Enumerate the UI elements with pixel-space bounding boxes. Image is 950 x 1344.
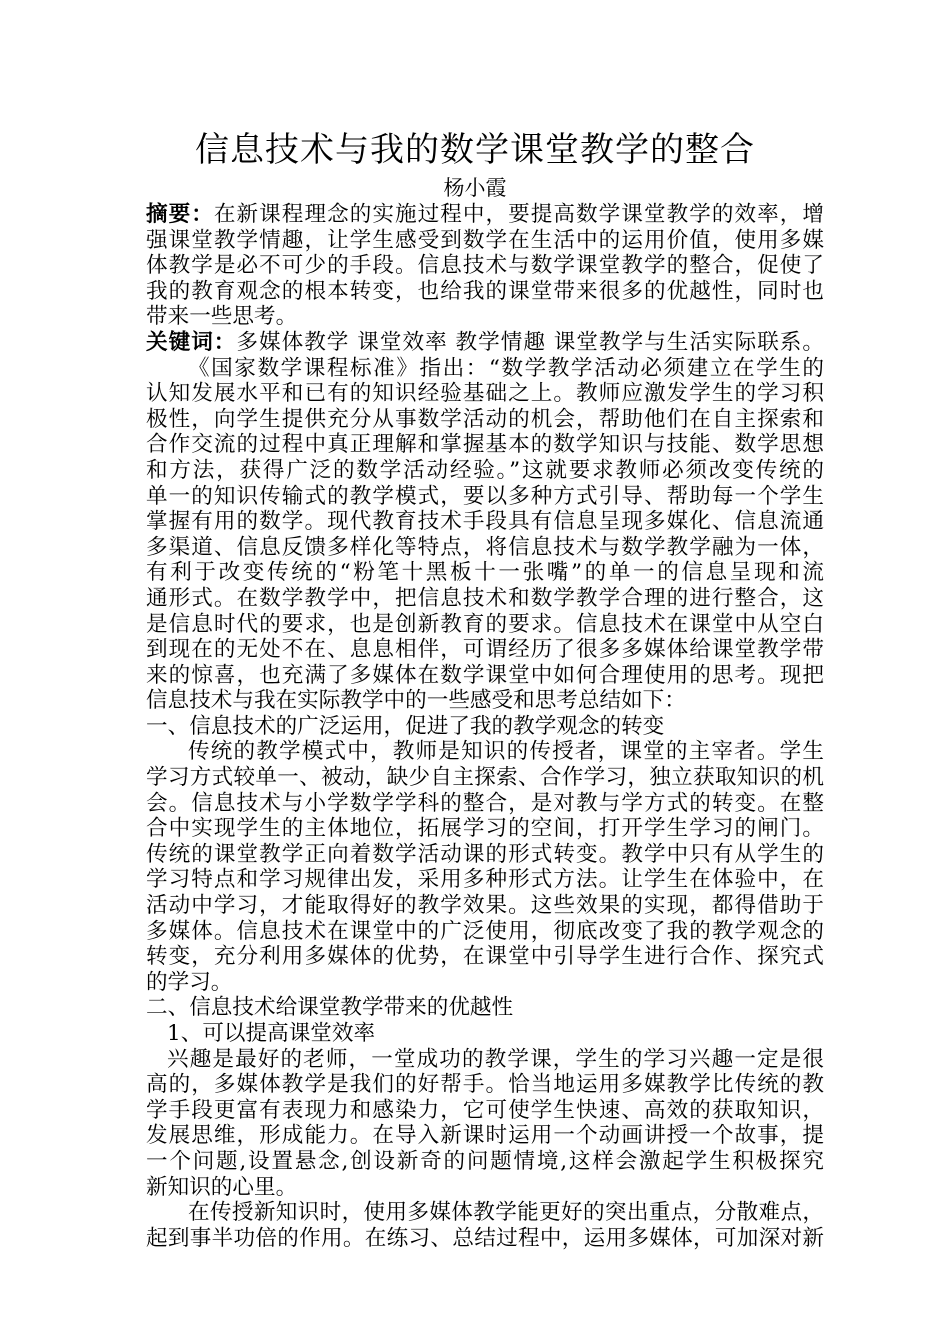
document-body: [146, 202, 824, 1251]
text-line: 有利于改变传统的“粉笔十黑板十一张嘴”的单一的信息呈现和流: [146, 560, 824, 586]
text-line: 多媒体。信息技术在课堂中的广泛使用，彻底改变了我的教学观念的: [146, 918, 824, 944]
text-line: 强课堂教学情趣，让学生感受到数学在生活中的运用价值，使用多媒: [146, 227, 824, 253]
text-line: 体教学是必不可少的手段。信息技术与数学课堂教学的整合，促使了: [146, 253, 824, 279]
text-line: 新知识的心里。: [146, 1174, 298, 1200]
text-line: 多渠道、信息反馈多样化等特点，将信息技术与数学教学融为一体，: [146, 534, 824, 560]
text-line: 我的教育观念的根本转变，也给我的课堂带来很多的优越性，同时也: [146, 278, 824, 304]
text-line: 关键词：多媒体教学 课堂效率 教学情趣 课堂教学与生活实际联系。: [146, 329, 824, 355]
document-title: 信息技术与我的数学课堂教学的整合: [195, 130, 755, 170]
text-line: 掌握有用的数学。现代教育技术手段具有信息呈现多媒化、信息流通: [146, 509, 824, 535]
text-line: 高的，多媒体教学是我们的好帮手。恰当地运用多媒教学比传统的教: [146, 1072, 824, 1098]
text-line: 二、信息技术给课堂教学带来的优越性: [146, 995, 514, 1021]
text-line: 兴趣是最好的老师，一堂成功的教学课，学生的学习兴趣一定是很: [167, 1046, 824, 1072]
text-line: 活动中学习，才能取得好的教学效果。这些效果的实现，都得借助于: [146, 893, 824, 919]
text-line: 极性，向学生提供充分从事数学活动的机会，帮助他们在自主探索和: [146, 406, 824, 432]
text-line: 传统的教学模式中，教师是知识的传授者，课堂的主宰者。学生: [188, 739, 824, 765]
text-line: 来的惊喜，也充满了多媒体在数学课堂中如何合理使用的思考。现把: [146, 662, 824, 688]
text-line: 学手段更富有表现力和感染力，它可使学生快速、高效的获取知识，: [146, 1097, 824, 1123]
text-line: 发展思维，形成能力。在导入新课时运用一个动画讲授一个故事，提: [146, 1123, 824, 1149]
text-line: 《国家数学课程标准》指出：“数学教学活动必须建立在学生的: [188, 355, 824, 381]
bold-label: 摘要：: [146, 202, 214, 227]
text-line: 通形式。在数学教学中，把信息技术和数学教学合理的进行整合，这: [146, 585, 824, 611]
text-line: 到现在的无处不在、息息相伴，可谓经历了很多多媒体给课堂教学带: [146, 637, 824, 663]
text-line: 摘要：在新课程理念的实施过程中，要提高数学课堂教学的效率，增: [146, 202, 824, 227]
text-line: 1、可以提高课堂效率: [167, 1021, 376, 1046]
text-line: 的学习。: [146, 969, 233, 995]
text-line: 转变，充分利用多媒体的优势，在课堂中引导学生进行合作、探究式: [146, 944, 824, 970]
text-line: 传统的课堂教学正向着数学活动课的形式转变。教学中只有从学生的: [146, 841, 824, 867]
text-line: 是信息时代的要求，也是创新教育的要求。信息技术在课堂中从空白: [146, 611, 824, 637]
text-line: 学习方式较单一、被动，缺少自主探索、合作学习，独立获取知识的机: [146, 765, 824, 791]
text-line: 单一的知识传输式的教学模式，要以多种方式引导、帮助每一个学生: [146, 483, 824, 509]
text-line: 会。信息技术与小学数学学科的整合，是对教与学方式的转变。在整: [146, 790, 824, 816]
text-line: 和方法，获得广泛的数学活动经验。”这就要求教师必须改变传统的: [146, 457, 824, 483]
text-line: 一、信息技术的广泛运用，促进了我的教学观念的转变: [146, 713, 665, 739]
text-line: 认知发展水平和已有的知识经验基础之上。教师应激发学生的学习积: [146, 381, 824, 407]
bold-label: 关键词：: [146, 329, 237, 355]
text-line: 合作交流的过程中真正理解和掌握基本的数学知识与技能、数学思想: [146, 432, 824, 458]
text-line: 起到事半功倍的作用。在练习、总结过程中，运用多媒体，可加深对新: [146, 1225, 824, 1251]
text-line: 在传授新知识时，使用多媒体教学能更好的突出重点，分散难点，: [188, 1200, 824, 1226]
text-line: 学习特点和学习规律出发，采用多种形式方法。让学生在体验中，在: [146, 867, 824, 893]
document-author: 杨小霞: [443, 176, 507, 200]
text-line: 合中实现学生的主体地位，拓展学习的空间，打开学生学习的闸门。: [146, 816, 824, 842]
text-line: 带来一些思考。: [146, 304, 298, 330]
text-line: 一个问题,设置悬念,创设新奇的问题情境,这样会激起学生积极探究: [146, 1148, 824, 1174]
text-line: 信息技术与我在实际教学中的一些感受和思考总结如下：: [146, 688, 686, 714]
